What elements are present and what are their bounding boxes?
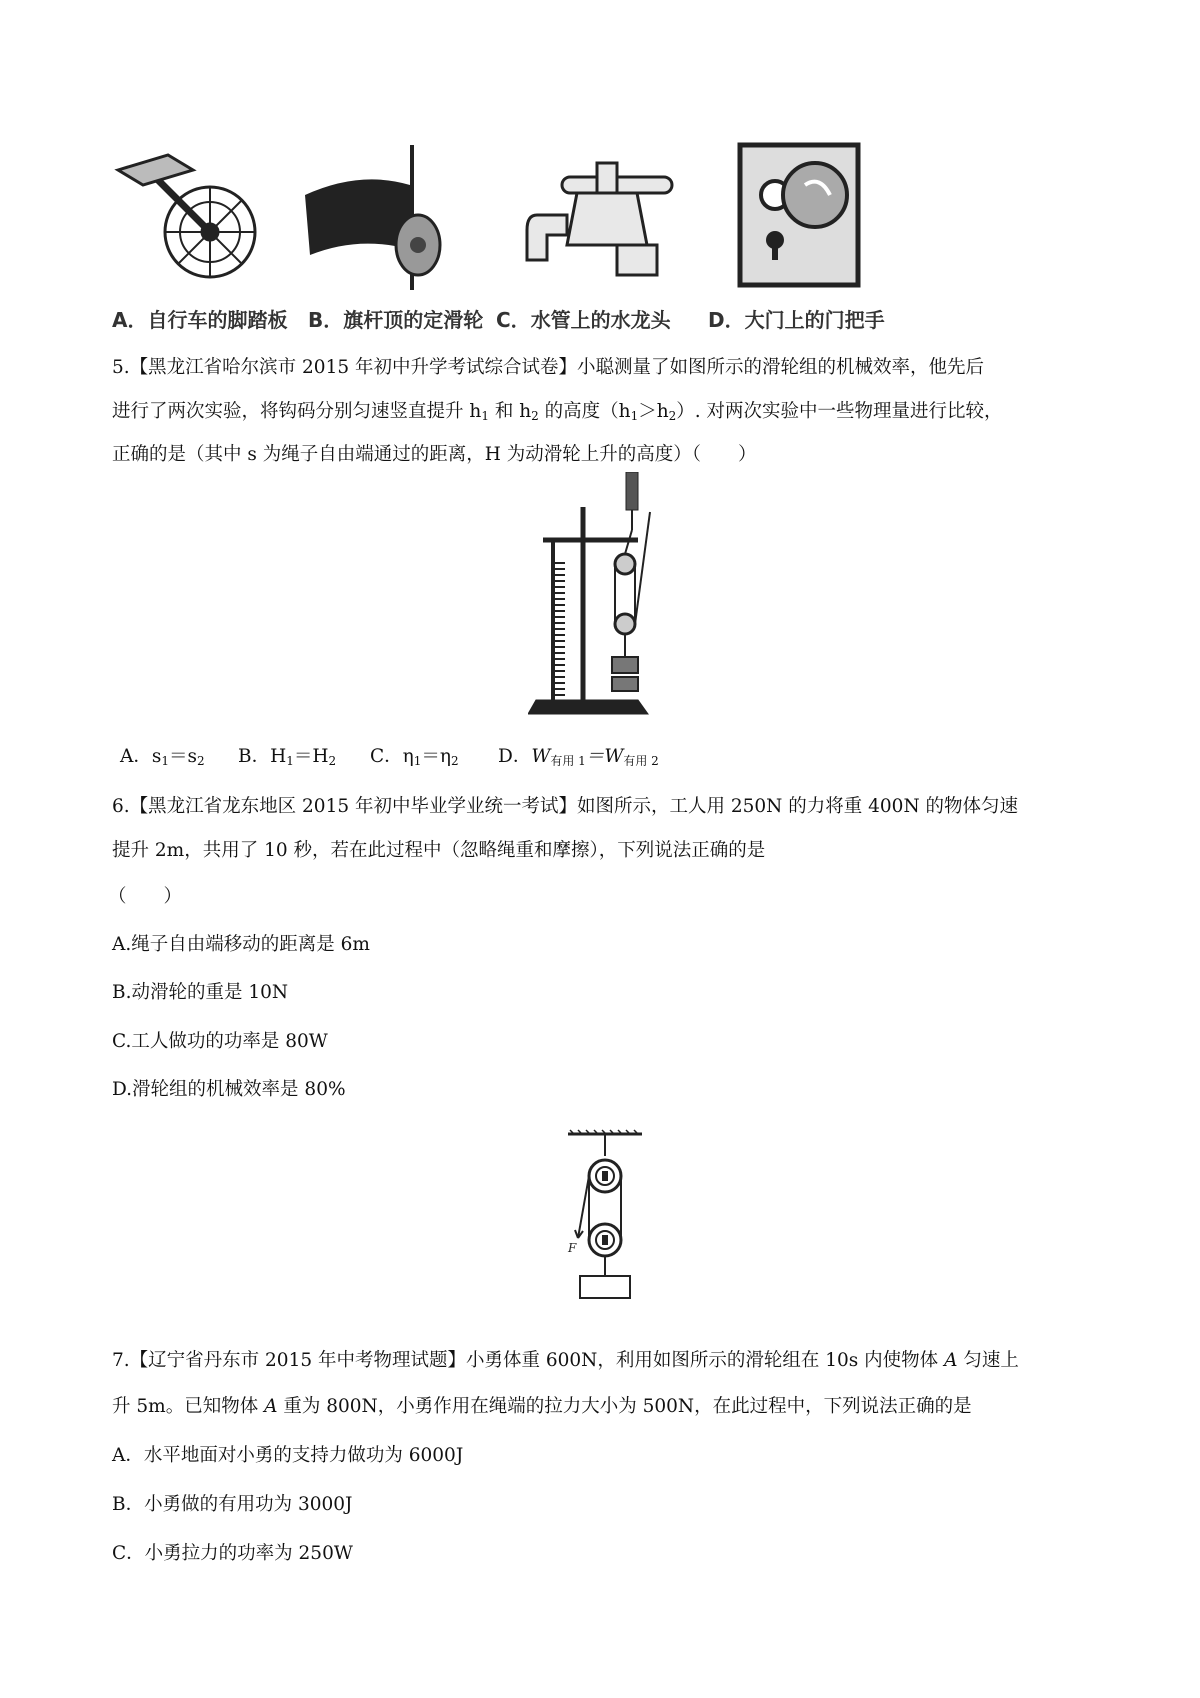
q4-option-a-letter: A． [112,308,148,332]
q4-option-c [496,304,671,333]
q7-option-a: A．水平地面对小勇的支持力做功为 6000J [112,1445,464,1466]
q5-sub: 2 [450,754,459,768]
q5-option-c [370,742,459,768]
q5-option-text: H [270,746,287,767]
q7-line-2 [112,1394,972,1420]
q5-line-2-a: 进行了两次实验，将钩码分别匀速竖直提升 h [112,401,482,422]
q5-option-text: s [151,746,162,767]
q5-sub: 2 [668,409,677,423]
q7-line-2-a: 升 5m。已知物体 [112,1396,265,1417]
q5-line-3: 正确的是（其中 s 为绳子自由端通过的距离，H 为动滑轮上升的高度）（ ） [112,444,757,465]
q6-line-1: 6.【黑龙江省龙东地区 2015 年初中毕业学业统一考试】如图所示，工人用 250N 的力将重 400N 的物体匀速 [112,796,1019,817]
q7-line-1-b: 匀速上 [957,1350,1019,1371]
pulley-block-figure [560,1128,650,1300]
q5-option-d [498,742,659,769]
q6-paren: （ ） [108,886,183,907]
flagpole-pulley-figure [300,140,460,290]
q5-line-2-b: 和 h [488,401,532,422]
q5-option-text: ＝W [585,746,624,767]
q4-option-c-text: 水管上的水龙头 [530,308,671,332]
q4-option-a [112,304,287,333]
q7-option-c: C．小勇拉力的功率为 250W [112,1543,353,1564]
q5-option-text: ＝H [293,746,329,767]
q7-line-1-a: 7.【辽宁省丹东市 2015 年中考物理试题】小勇体重 600N，利用如图所示的滑轮组在 10s 内使物体 [112,1350,945,1371]
q5-line-2-e: ）. 对两次实验中一些物理量进行比较， [676,401,1003,422]
q5-sub: 1 [481,409,489,423]
q4-option-b-letter: B． [308,308,344,332]
pulley-stand-figure [528,472,688,722]
q7-object-a: A [264,1396,278,1417]
q5-option-text: η [402,746,414,767]
q4-option-d [708,304,885,333]
q7-line-1 [112,1348,1019,1374]
q5-sub: 2 [531,409,539,423]
q5-line-2 [112,399,1003,429]
force-f-label: F [568,1241,577,1255]
q5-option-letter: B． [238,746,271,767]
q6-line-2: 提升 2m，共用了 10 秒，若在此过程中（忽略绳重和摩擦），下列说法正确的是 [112,840,766,861]
q7-line-2-b: 重为 800N，小勇作用在绳端的拉力大小为 500N，在此过程中，下列说法正确的是 [277,1396,972,1417]
q4-option-b [308,304,483,333]
q5-option-letter: C． [370,746,403,767]
q4-option-b-text: 旗杆顶的定滑轮 [343,308,484,332]
water-faucet-figure [522,155,682,285]
q5-option-b [238,742,336,768]
bicycle-pedal-figure [108,150,278,290]
q5-line-2-c: 的高度（h [538,401,631,422]
q6-option-d: D.滑轮组的机械效率是 80% [112,1079,346,1100]
q6-option-a: A.绳子自由端移动的距离是 6m [112,934,370,955]
q5-option-text: ＝η [421,746,451,767]
q5-sub: 2 [197,754,205,768]
q5-line-2-d: ＞h [638,401,669,422]
q5-sub: 1 [413,754,422,768]
door-handle-figure [730,140,870,290]
q7-object-a: A [944,1350,958,1371]
q4-option-d-letter: D． [708,308,745,332]
q6-option-b: B.动滑轮的重是 10N [112,982,289,1003]
q5-sub: 有用 1 [550,754,586,768]
q4-option-d-text: 大门上的门把手 [744,308,885,332]
q5-option-text: ＝s [169,746,198,767]
q5-option-text: W [531,746,551,767]
q5-sub: 2 [328,754,337,768]
q6-option-c: C.工人做功的功率是 80W [112,1031,328,1052]
q5-option-letter: A． [120,746,152,767]
q7-option-b: B．小勇做的有用功为 3000J [112,1494,353,1515]
q5-sub: 有用 2 [623,754,659,768]
q5-sub: 1 [286,754,294,768]
q5-option-a [120,742,205,768]
q4-option-a-text: 自行车的脚踏板 [147,308,288,332]
q4-option-c-letter: C． [496,308,531,332]
q5-line-1: 5.【黑龙江省哈尔滨市 2015 年初中升学考试综合试卷】小聪测量了如图所示的滑轮组的机械效率，他先后 [112,357,984,378]
q5-sub: 1 [161,754,170,768]
q5-option-letter: D． [498,746,532,767]
q5-sub: 1 [630,409,639,423]
